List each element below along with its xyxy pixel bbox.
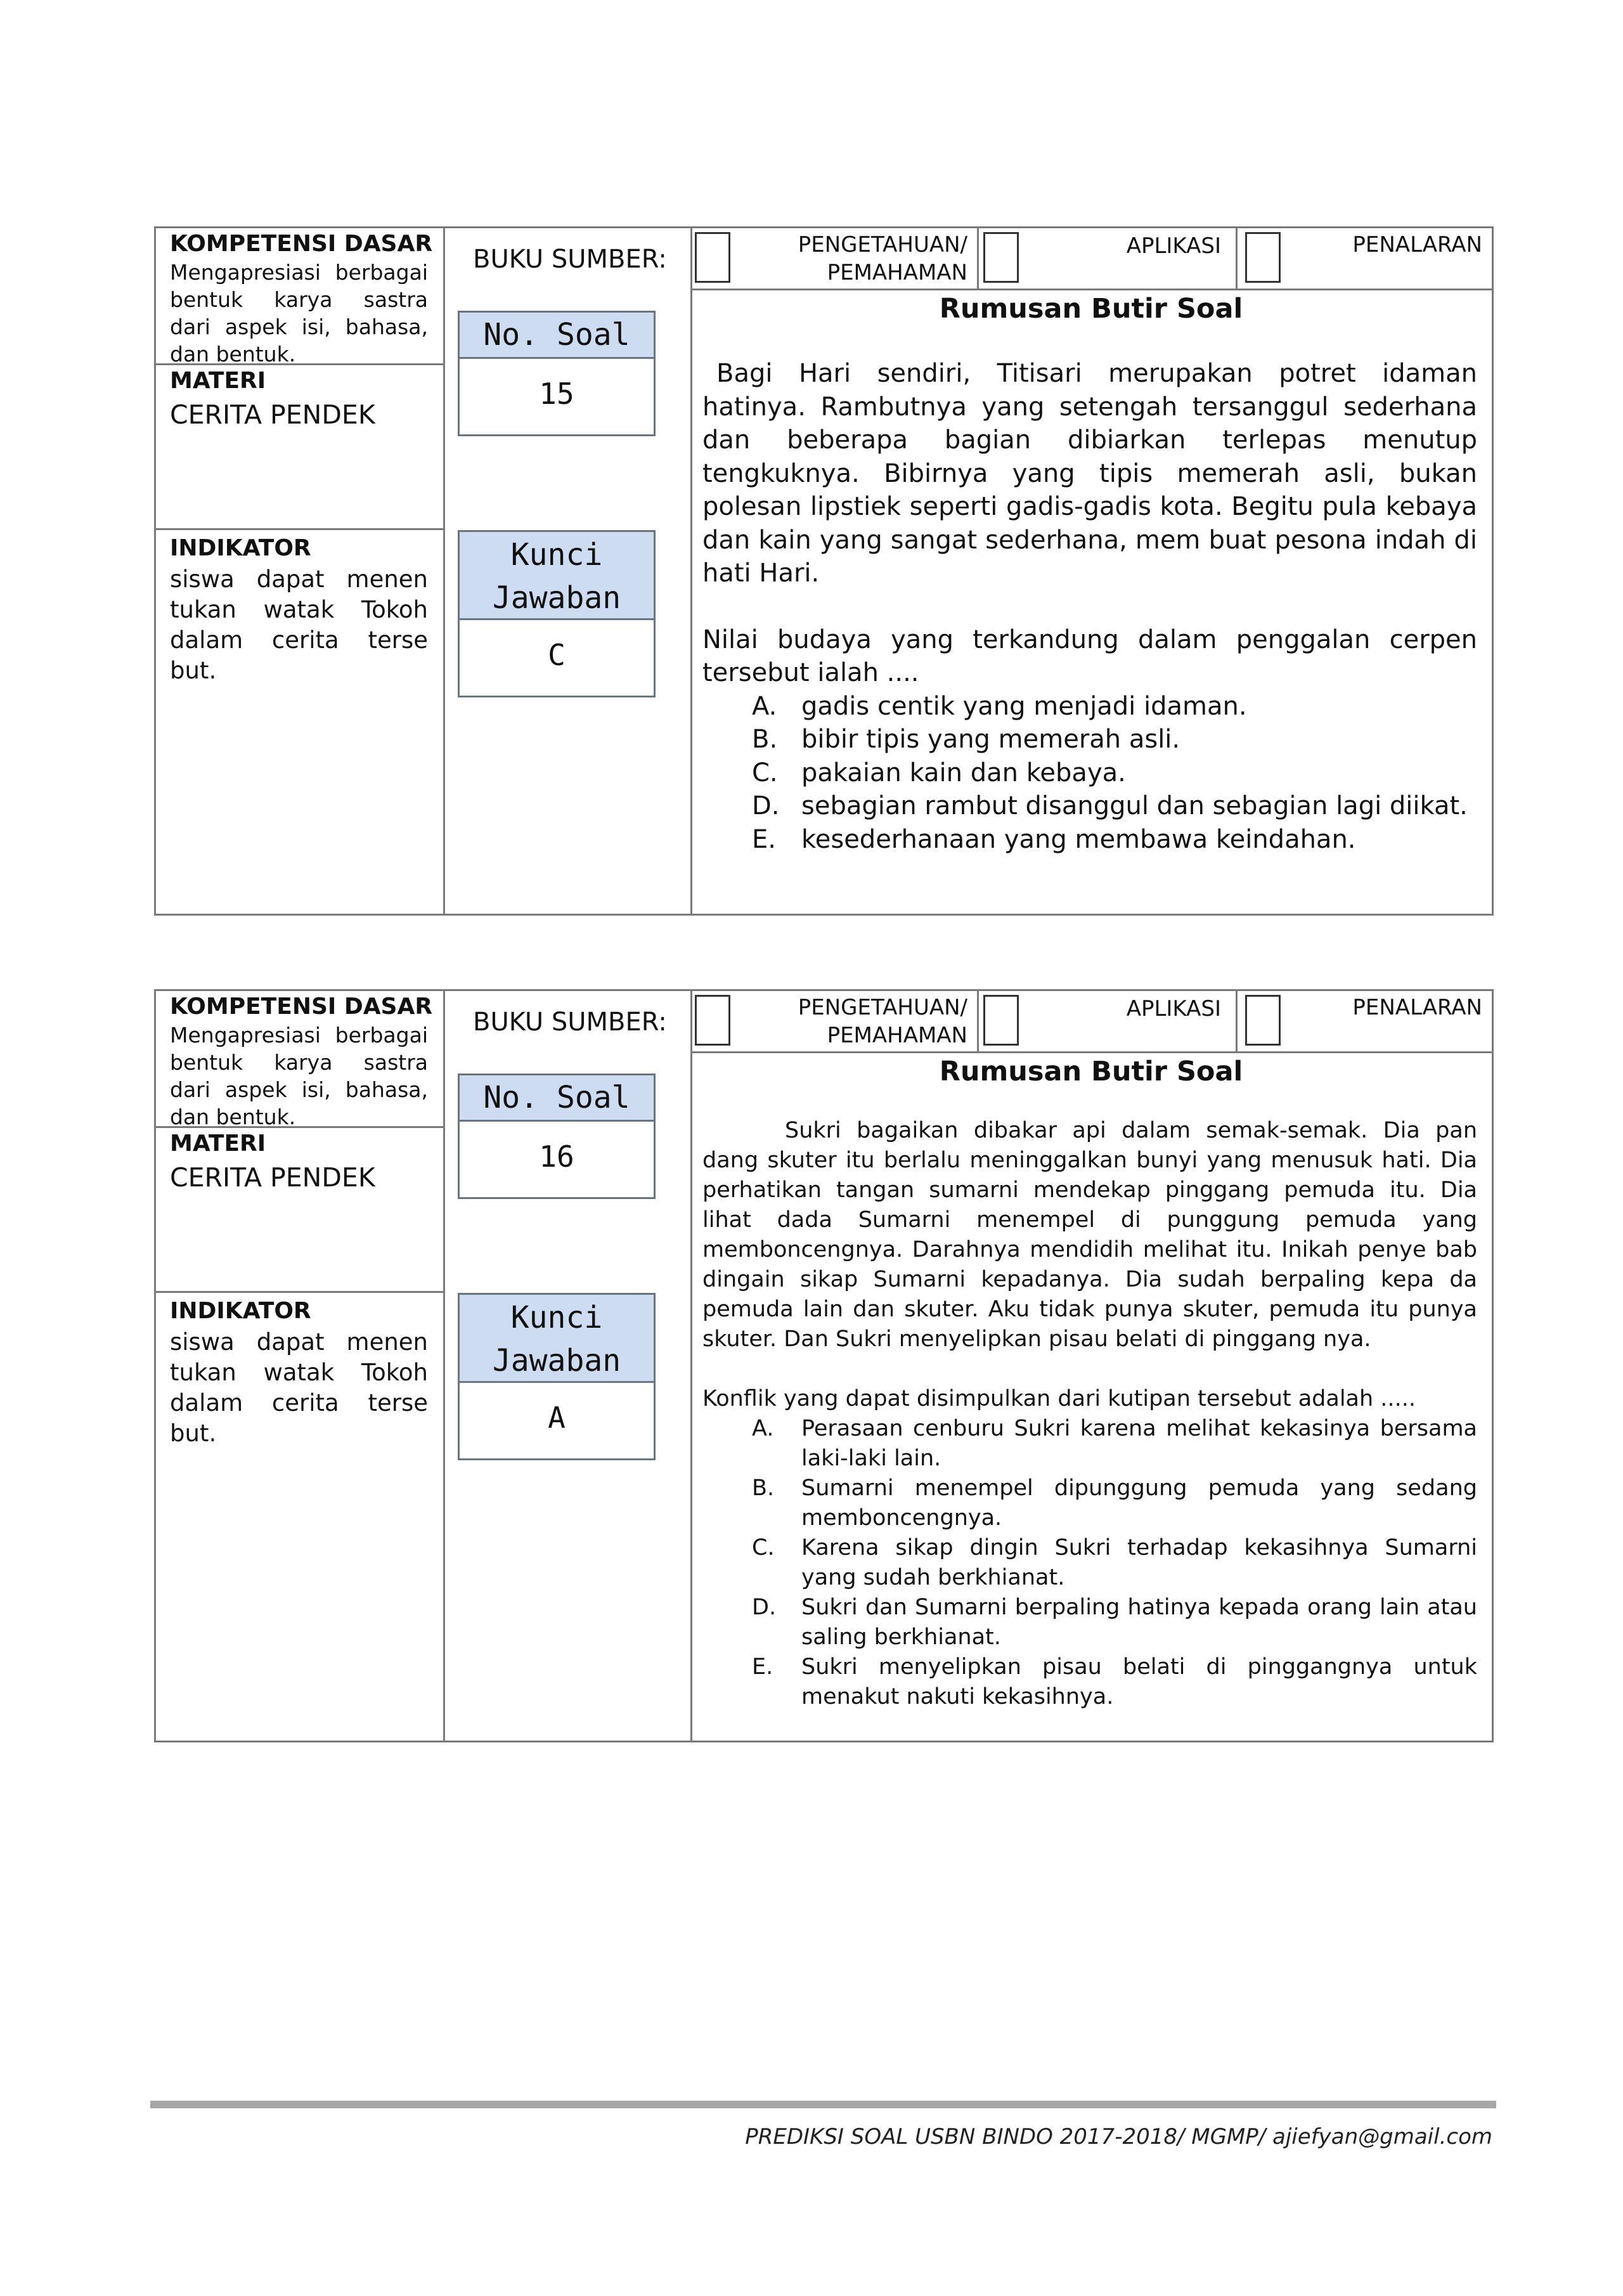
indikator-line: dalam cerita terse [170,626,428,654]
row-divider [156,528,443,530]
checkbox-aplikasi[interactable] [983,995,1019,1046]
kompetensi-line: dari aspek isi, bahasa, [170,315,428,339]
kompetensi-line: bentuk karya sastra [170,1050,428,1075]
column-divider [1236,991,1238,1051]
question-body [702,1116,1477,1712]
kompetensi-line: bentuk karya sastra [170,287,428,312]
materi-label: MATERI [170,368,266,394]
option-letter: C. [752,1535,775,1560]
option-letter: E. [752,824,776,854]
kompetensi-text [170,1022,428,1131]
kunci-jawaban-label [458,1293,656,1383]
no-soal-value: 15 [458,357,656,436]
materi-value: CERITA PENDEK [170,399,375,430]
rumusan-title: Rumusan Butir Soal [939,1056,1243,1087]
kompetensi-line: Mengapresiasi berbagai [170,260,428,285]
checkbox-pengetahuan[interactable] [695,995,730,1046]
option-label-aplikasi: APLIKASI [1126,996,1221,1022]
answer-option[interactable] [702,1652,1477,1712]
kompetensi-line: dan bentuk. [170,1105,296,1129]
option-text: gadis centik yang menjadi idaman. [801,691,1247,721]
answer-option[interactable] [702,789,1477,823]
indikator-label: INDIKATOR [170,535,311,561]
option-letter: A. [752,691,777,721]
rumusan-title: Rumusan Butir Soal [939,293,1243,325]
buku-sumber-label: BUKU SUMBER: [473,245,667,274]
kompetensi-line: Mengapresiasi berbagai [170,1023,428,1047]
footer-text: PREDIKSI SOAL USBN BINDO 2017-2018/ MGMP/ ajiefyan@gmail.com [745,2124,1492,2150]
no-soal-value: 16 [458,1120,656,1199]
column-divider [443,228,445,914]
column-divider [690,228,692,914]
column-divider [443,991,445,1741]
kunci-jawaban-value: A [458,1381,656,1460]
column-divider [977,991,979,1051]
passage: Sukri bagaikan dibakar api dalam semak-semak. Dia pan dang skuter itu berlalu meninggalkan bunyi yang menusuk hati. Dia perhatikan tangan sumarni mendekap pinggang pemuda itu. Dia lihat dada Sumarni menempel di punggung pemuda yang memboncengnya. Darahnya mendidih melihat itu. Inikah penye bab dingain sikap Sumarni kepadanya. Dia sudah berpaling kepa da pemuda lain dan skuter. Aku tidak punya skuter, pemuda itu punya skuter. Dan Sukri menyelipkan pisau belati di pinggang nya. [702,1118,1477,1352]
kompetensi-line: dari aspek isi, bahasa, [170,1077,428,1102]
answer-option[interactable] [702,723,1477,756]
answer-option[interactable] [702,1593,1477,1652]
option-letter: B. [752,1476,775,1501]
indikator-text [170,1327,428,1449]
passage: Bagi Hari sendiri, Titisari merupakan potret idaman hatinya. Rambutnya yang setengah tersanggul sederhana dan beberapa bagian dibiarkan terlepas menutup tengkuknya. Bibirnya yang tipis memerah asli, bukan polesan lipstiek seperti gadis-gadis kota. Begitu pula kebaya dan kain yang sangat sederhana, mem buat pesona indah di hati Hari. [702,359,1477,588]
answer-option[interactable] [702,1414,1477,1474]
row-divider [690,1051,1492,1053]
answer-option[interactable] [702,823,1477,857]
option-text: Sumarni menempel dipunggung pemuda yang sedang memboncengnya. [801,1476,1477,1531]
kunci-jawaban-value: C [458,618,656,697]
option-letter: D. [752,791,780,820]
row-divider [690,289,1492,290]
checkbox-aplikasi[interactable] [983,232,1019,283]
kunci-label-line: Jawaban [492,580,621,616]
indikator-line: but. [170,1420,217,1447]
question-card-16 [154,989,1494,1742]
option-label-pengetahuan: PENGETAHUAN/ PEMAHAMAN [798,995,967,1048]
answer-options [702,1414,1477,1712]
kompetensi-line: dan bentuk. [170,342,296,366]
question-stem: Nilai budaya yang terkandung dalam penggalan cerpen tersebut ialah .... [702,625,1477,687]
option-text: Sukri menyelipkan pisau belati di pinggangnya untuk menakut nakuti kekasihnya. [801,1654,1477,1709]
option-text: kesederhanaan yang membawa keindahan. [801,824,1356,854]
option-text: Perasaan cenburu Sukri karena melihat kekasinya bersama laki-laki lain. [801,1416,1477,1471]
kunci-label-line: Kunci [510,537,603,573]
kunci-label-line: Jawaban [492,1343,621,1378]
answer-options [702,690,1477,857]
option-letter: B. [752,725,778,754]
column-divider [1236,228,1238,289]
option-label-aplikasi: APLIKASI [1126,233,1221,259]
answer-option[interactable] [702,1474,1477,1533]
kompetensi-label: KOMPETENSI DASAR [170,994,433,1020]
indikator-line: tukan watak Tokoh [170,596,428,623]
materi-value: CERITA PENDEK [170,1162,375,1193]
checkbox-penalaran[interactable] [1245,995,1281,1046]
indikator-line: siswa dapat menen [170,566,428,593]
option-label-pengetahuan: PENGETAHUAN/ PEMAHAMAN [798,232,967,285]
kunci-jawaban-label [458,530,656,620]
column-divider [977,228,979,289]
question-card-15 [154,226,1494,916]
checkbox-pengetahuan[interactable] [695,232,730,283]
checkbox-penalaran[interactable] [1245,232,1281,283]
option-label-penalaran: PENALARAN [1352,232,1482,257]
kunci-label-line: Kunci [510,1300,603,1335]
option-text: sebagian rambut disanggul dan sebagian lagi diikat. [801,791,1468,820]
option-letter: C. [752,758,778,788]
option-letter: E. [752,1654,773,1680]
footer-rule [150,2101,1496,2108]
option-letter: D. [752,1595,777,1620]
column-divider [690,991,692,1741]
option-letter: A. [752,1416,774,1441]
question-body [702,357,1477,856]
option-text: bibir tipis yang memerah asli. [801,725,1180,754]
indikator-text [170,564,428,686]
answer-option[interactable] [702,756,1477,790]
kompetensi-label: KOMPETENSI DASAR [170,231,433,257]
option-text: Sukri dan Sumarni berpaling hatinya kepada orang lain atau saling berkhianat. [801,1595,1477,1650]
indikator-line: but. [170,657,217,684]
answer-option[interactable] [702,1533,1477,1593]
answer-option[interactable] [702,690,1477,723]
kompetensi-text [170,259,428,368]
question-stem: Konflik yang dapat disimpulkan dari kutipan tersebut adalah ..... [702,1386,1416,1411]
no-soal-label: No. Soal [458,1073,656,1122]
option-text: Karena sikap dingin Sukri terhadap kekasihnya Sumarni yang sudah berkhianat. [801,1535,1477,1590]
indikator-line: dalam cerita terse [170,1389,428,1417]
indikator-line: tukan watak Tokoh [170,1359,428,1386]
row-divider [156,1291,443,1293]
option-label-penalaran: PENALARAN [1352,995,1482,1020]
option-text: pakaian kain dan kebaya. [801,758,1126,788]
no-soal-label: No. Soal [458,311,656,359]
buku-sumber-label: BUKU SUMBER: [473,1008,667,1037]
indikator-line: siswa dapat menen [170,1328,428,1356]
materi-label: MATERI [170,1131,266,1157]
indikator-label: INDIKATOR [170,1298,311,1324]
